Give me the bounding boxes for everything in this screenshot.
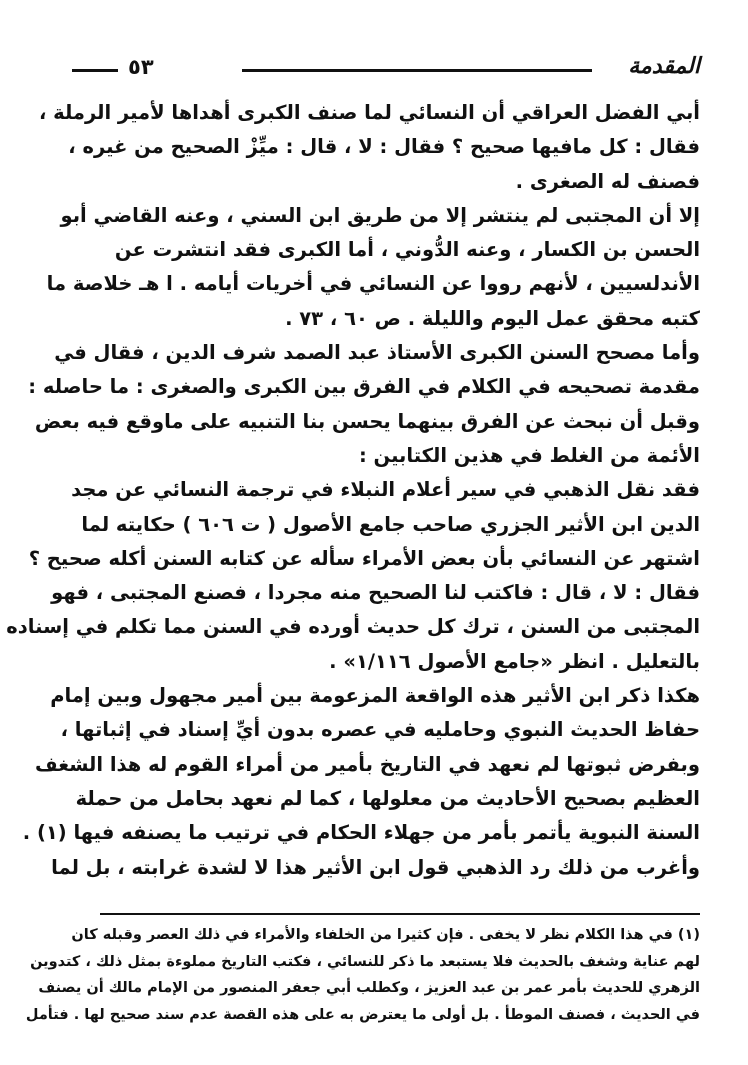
chapter-title: المقدمة [628, 54, 700, 79]
text-line: الدين ابن الأثير الجزري صاحب جامع الأصول ( ت ٦٠٦ ) حكايته لما [81, 512, 700, 536]
text-line: وأغرب من ذلك رد الذهبي قول ابن الأثير هذا لا لشدة غرابته ، بل لما [51, 855, 700, 879]
text-line: فصنف له الصغرى . [515, 169, 700, 193]
footnote-separator [100, 913, 700, 915]
text-line: وقبل أن نبحث عن الفرق بينهما يحسن بنا التنبيه على ماوقع فيه بعض [34, 409, 700, 433]
text-line: وأما مصحح السنن الكبرى الأستاذ عبد الصمد شرف الدين ، فقال في [54, 341, 700, 365]
page-number: ٥٣ [128, 55, 154, 79]
text-line: فقد نقل الذهبي في سير أعلام النبلاء في ترجمة النسائي عن مجد [71, 478, 700, 502]
header-rule [242, 69, 592, 72]
text-line: الأئمة من الغلط في هذين الكتابين : [358, 443, 700, 467]
text-line: مقدمة تصحيحه في الكلام في الفرق بين الكبرى والصغرى : ما حاصله : [28, 375, 700, 399]
text-line: وبفرض ثبوتها لم نعهد في التاريخ بأمير من أمراء القوم له هذا الشغف [34, 752, 700, 776]
footnotes [25, 922, 700, 1028]
header-rule-short [72, 69, 118, 72]
running-header [72, 52, 700, 88]
footnote-line: (١) في هذا الكلام نظر لا يخفى . فإن كثيرا من الخلفاء والأمراء في ذلك العصر وقبله كان [71, 927, 700, 943]
footnote-line: الزهري للحديث بأمر عمر بن عبد العزيز ، وكطلب أبي جعفر المنصور من الإمام مالك أن يصنف [38, 980, 700, 996]
text-line: اشتهر عن النسائي بأن بعض الأمراء سأله عن كتابه السنن أكله صحيح ؟ [28, 546, 700, 570]
text-line: السنة النبوية يأتمر بأمر من جهلاء الحكام في ترتيب ما يصنفه فيها (١) . [22, 821, 700, 845]
text-line: أبي الفضل العراقي أن النسائي لما صنف الكبرى أهداها لأمير الرملة ، [38, 101, 700, 124]
text-line: بالتعليل . انظر «جامع الأصول ١/١١٦» . [329, 649, 700, 673]
text-line: العظيم بصحيح الأحاديث من معلولها ، كما لم نعهد بحامل من حملة [75, 786, 700, 810]
text-line: المجتبى من السنن ، ترك كل حديث أورده في السنن مما تكلم في إسناده [6, 615, 700, 639]
text-line: فقال : كل مافيها صحيح ؟ فقال : لا ، قال : ميِّزْ الصحيح من غيره ، [68, 135, 700, 159]
text-line: كتبه محقق عمل اليوم والليلة . ص ٦٠ ، ٧٣ . [285, 306, 700, 330]
footnote-line: في الحديث ، فصنف الموطأ . بل أولى ما يعترض به على هذه القصة عدم سند صحيح لها . فتأمل [25, 1006, 700, 1023]
text-line: فقال : لا ، قال : فاكتب لنا الصحيح منه مجردا ، فصنع المجتبى ، فهو [51, 581, 700, 605]
text-line: الحسن بن الكسار ، وعنه الدُّوني ، أما الكبرى فقد انتشرت عن [114, 238, 700, 262]
text-line: الأندلسيين ، لأنهم رووا عن النسائي في أخريات أيامه . ا هـ خلاصة ما [46, 272, 700, 296]
main-text [6, 96, 700, 885]
text-line: إلا أن المجتبى لم ينتشر إلا من طريق ابن السني ، وعنه القاضي أبو [60, 203, 700, 227]
text-line: حفاظ الحديث النبوي وحامليه في عصره بدون أيِّ إسناد في إثباتها ، [60, 718, 700, 742]
text-line: هكذا ذكر ابن الأثير هذه الواقعة المزعومة بين أمير مجهول وبين إمام [50, 684, 700, 708]
footnote-line: لهم عناية وشغف بالحديث فلا يستبعد ما ذكر للنسائي ، فكتب التاريخ مملوءة بمثل ذلك ، كتدوين [30, 953, 700, 970]
